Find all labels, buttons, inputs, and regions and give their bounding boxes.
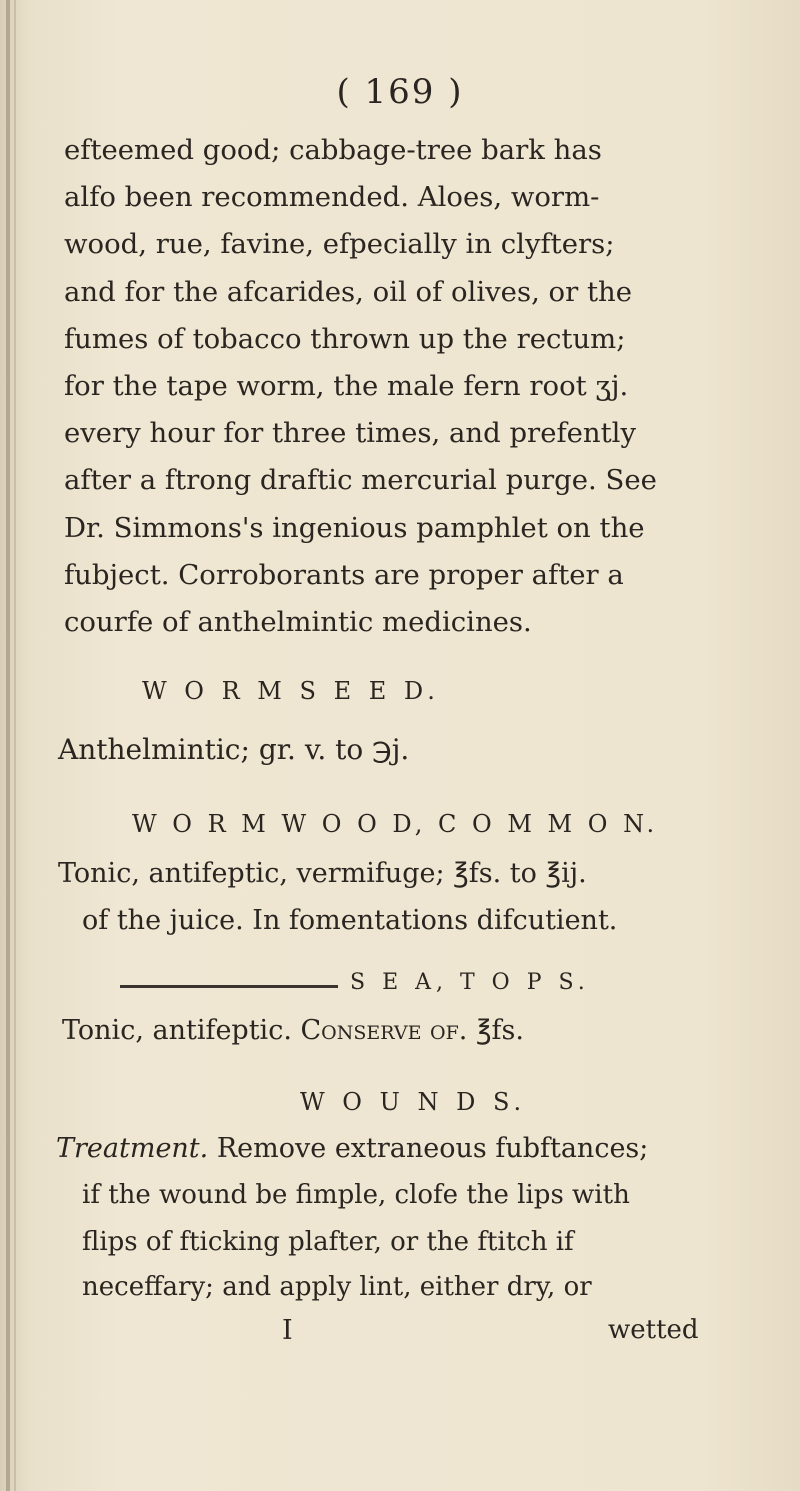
sea-tops-heading: S E A, T O P S. bbox=[350, 970, 590, 995]
text-line: for the tape worm, the male fern root ʒj. bbox=[64, 370, 629, 403]
wormwood-entry-line1: Tonic, antifeptic, vermifuge; ℥fs. to ℥ij. bbox=[58, 858, 587, 889]
binding-edge bbox=[14, 0, 16, 1491]
binding-gutter bbox=[6, 0, 10, 1491]
paragraph-continuation bbox=[64, 127, 657, 646]
wounds-entry-line1 bbox=[56, 1133, 648, 1164]
sea-tops-entry bbox=[62, 1015, 524, 1046]
sea-tops-dose: ℥fs. bbox=[467, 1015, 524, 1046]
text-line: and for the afcarides, oil of olives, or the bbox=[64, 275, 633, 308]
wormseed-heading: W O R M S E E D. bbox=[142, 677, 440, 705]
wounds-entry-line2: if the wound be fimple, clofe the lips with bbox=[82, 1180, 630, 1210]
text-line: after a ftrong draftic mercurial purge. See bbox=[64, 464, 657, 497]
text-line: fubject. Corroborants are proper after a bbox=[64, 558, 624, 591]
wounds-text: Remove extraneous fubftances; bbox=[208, 1133, 649, 1164]
wormseed-entry: Anthelmintic; gr. v. to ℈j. bbox=[58, 733, 410, 766]
text-line: efteemed good; cabbage-tree bark has bbox=[64, 134, 602, 166]
wounds-entry-line3: flips of fticking plafter, or the ftitch if bbox=[82, 1227, 574, 1257]
text-line: courfe of anthelmintic medicines. bbox=[64, 606, 532, 639]
sea-tops-text: Tonic, antifeptic. bbox=[62, 1015, 301, 1046]
catchword: wetted bbox=[608, 1315, 699, 1345]
conserve-label: Conserve of. bbox=[300, 1015, 468, 1046]
wormwood-entry-line2: of the juice. In fomentations difcutient. bbox=[82, 905, 618, 936]
text-line: wood, rue, favine, efpecially in clyfters; bbox=[64, 228, 615, 261]
ditto-rule bbox=[120, 985, 338, 988]
text-line: alfo been recommended. Aloes, worm- bbox=[64, 181, 600, 214]
wounds-entry-line4: neceffary; and apply lint, either dry, or bbox=[82, 1272, 592, 1302]
treatment-label: Treatment. bbox=[56, 1133, 209, 1164]
wounds-heading: W O U N D S. bbox=[300, 1088, 527, 1116]
text-line: every hour for three times, and prefently bbox=[64, 417, 637, 450]
text-line: Dr. Simmons's ingenious pamphlet on the bbox=[64, 511, 645, 544]
wormwood-heading: W O R M W O O D, C O M M O N. bbox=[132, 810, 659, 838]
signature-mark: I bbox=[282, 1315, 293, 1346]
page-number: ( 169 ) bbox=[336, 72, 464, 112]
text-line: fumes of tobacco thrown up the rectum; bbox=[64, 322, 626, 355]
